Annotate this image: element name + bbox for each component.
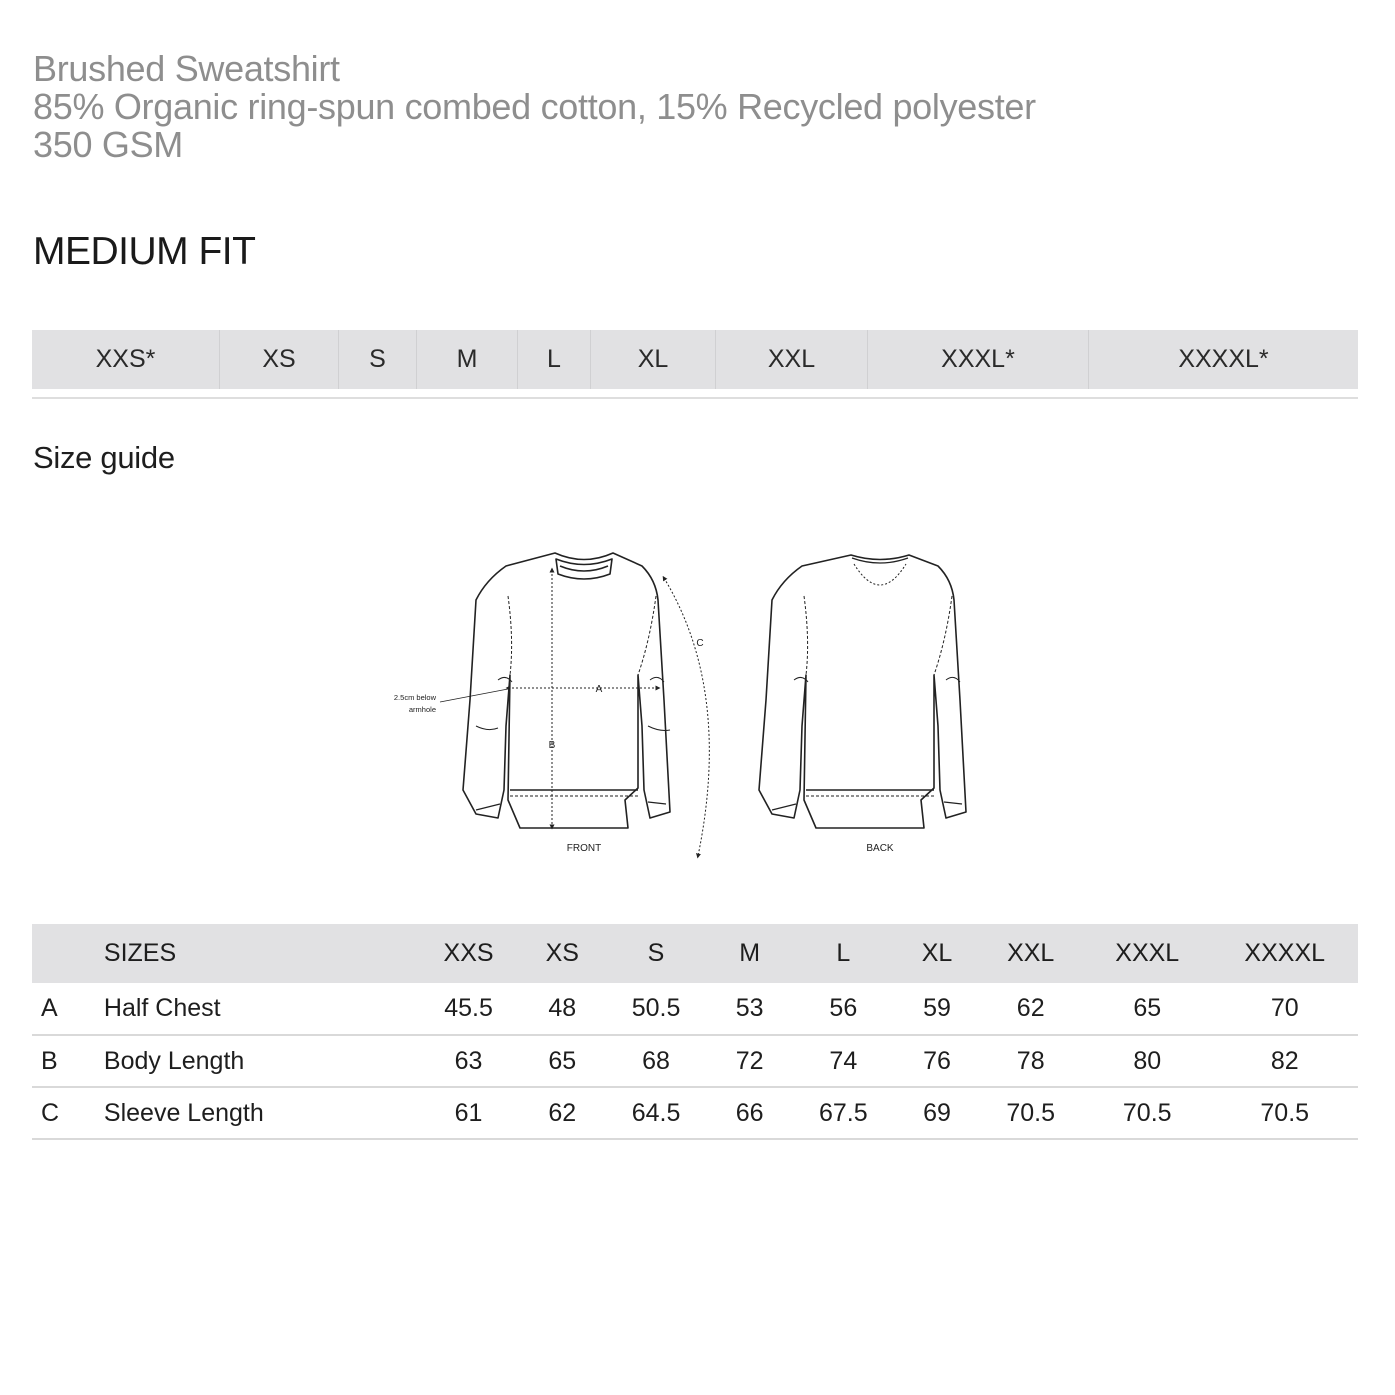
size-column-header: L [836, 939, 851, 967]
measure-value: 63 [454, 1046, 483, 1075]
size-option: XXL [715, 330, 867, 389]
size-option: XXXL* [867, 330, 1088, 389]
back-label: BACK [866, 843, 894, 854]
size-bar [32, 330, 1358, 389]
front-label: FRONT [566, 843, 602, 854]
size-option: XS [219, 330, 338, 389]
measure-value: 50.5 [631, 994, 681, 1022]
size-column-header: XXS [443, 939, 494, 967]
measure-name: Body Length [103, 1046, 245, 1075]
table-header-row [32, 924, 1358, 983]
size-option: XXXXL* [1088, 330, 1358, 389]
measure-value: 70.5 [1260, 1098, 1310, 1127]
measure-value: 56 [829, 994, 858, 1022]
measure-name: Half Chest [103, 994, 221, 1022]
size-option: XXS* [95, 345, 156, 373]
product-header [33, 50, 1036, 164]
measure-value: 82 [1270, 1046, 1299, 1075]
size-option: S [338, 330, 416, 389]
sweatshirt-diagram [380, 540, 1020, 870]
sweatshirt-back-illustration [759, 555, 966, 828]
measure-value: 69 [923, 1098, 951, 1127]
header-code-cell [32, 924, 104, 983]
armhole-note-pointer [440, 689, 508, 702]
measure-value: 76 [923, 1046, 951, 1075]
armhole-note-line1: 2.5cm below [393, 693, 436, 702]
measure-value: 62 [1016, 994, 1045, 1022]
measure-value: 65 [548, 1046, 577, 1075]
measure-code: B [41, 1046, 58, 1075]
table-row-half-chest [32, 983, 1358, 1035]
measure-value: 70.5 [1122, 1098, 1172, 1127]
measure-code: C [41, 1098, 60, 1127]
table-row-sleeve-length [32, 1087, 1358, 1139]
measure-value: 68 [642, 1046, 670, 1075]
measure-value: 66 [735, 1098, 764, 1127]
measure-value: 72 [735, 1046, 764, 1075]
size-column-header: XL [921, 939, 953, 967]
size-column-header: XXXL [1115, 939, 1180, 967]
size-guide-title: Size guide [33, 440, 175, 475]
measure-value: 67.5 [819, 1098, 868, 1127]
measure-value: 78 [1016, 1046, 1045, 1075]
size-column-header: XXXXL [1244, 939, 1326, 967]
sweatshirt-front-illustration [463, 553, 670, 828]
measure-value: 59 [923, 994, 951, 1022]
armhole-note-line2: armhole [408, 705, 436, 714]
measure-c-line [664, 578, 709, 856]
size-option: L [517, 330, 590, 389]
measure-name: Sleeve Length [103, 1098, 264, 1127]
measurement-table [32, 924, 1358, 1140]
measure-value: 74 [829, 1046, 858, 1075]
measure-value: 70.5 [1006, 1098, 1056, 1127]
size-column-header: M [739, 939, 761, 967]
size-column-header: S [647, 939, 665, 967]
measure-b-label: B [548, 740, 556, 751]
size-column-header: XXL [1007, 939, 1055, 967]
measure-value: 53 [735, 994, 764, 1022]
size-column-header: XS [545, 939, 579, 967]
measure-value: 62 [548, 1098, 577, 1127]
header-sizes-label: SIZES [103, 939, 177, 967]
measure-code: A [41, 994, 58, 1022]
measure-value: 64.5 [631, 1098, 681, 1127]
measure-a-label: A [595, 684, 603, 695]
measure-value: 65 [1133, 994, 1162, 1022]
product-name: Brushed Sweatshirt [33, 48, 340, 89]
measure-value: 45.5 [444, 994, 493, 1022]
measure-c-label: C [696, 638, 704, 649]
product-weight: 350 GSM [33, 124, 183, 165]
size-option: M [416, 330, 517, 389]
size-bar-divider [32, 397, 1358, 399]
measure-value: 70 [1270, 994, 1299, 1022]
size-option: XL [590, 330, 715, 389]
fit-title: MEDIUM FIT [33, 230, 256, 273]
table-row-body-length [32, 1035, 1358, 1087]
measure-value: 80 [1133, 1046, 1162, 1075]
product-composition: 85% Organic ring-spun combed cotton, 15% Recycled polyester [33, 86, 1036, 127]
measure-value: 61 [454, 1098, 483, 1127]
measure-value: 48 [548, 994, 577, 1022]
